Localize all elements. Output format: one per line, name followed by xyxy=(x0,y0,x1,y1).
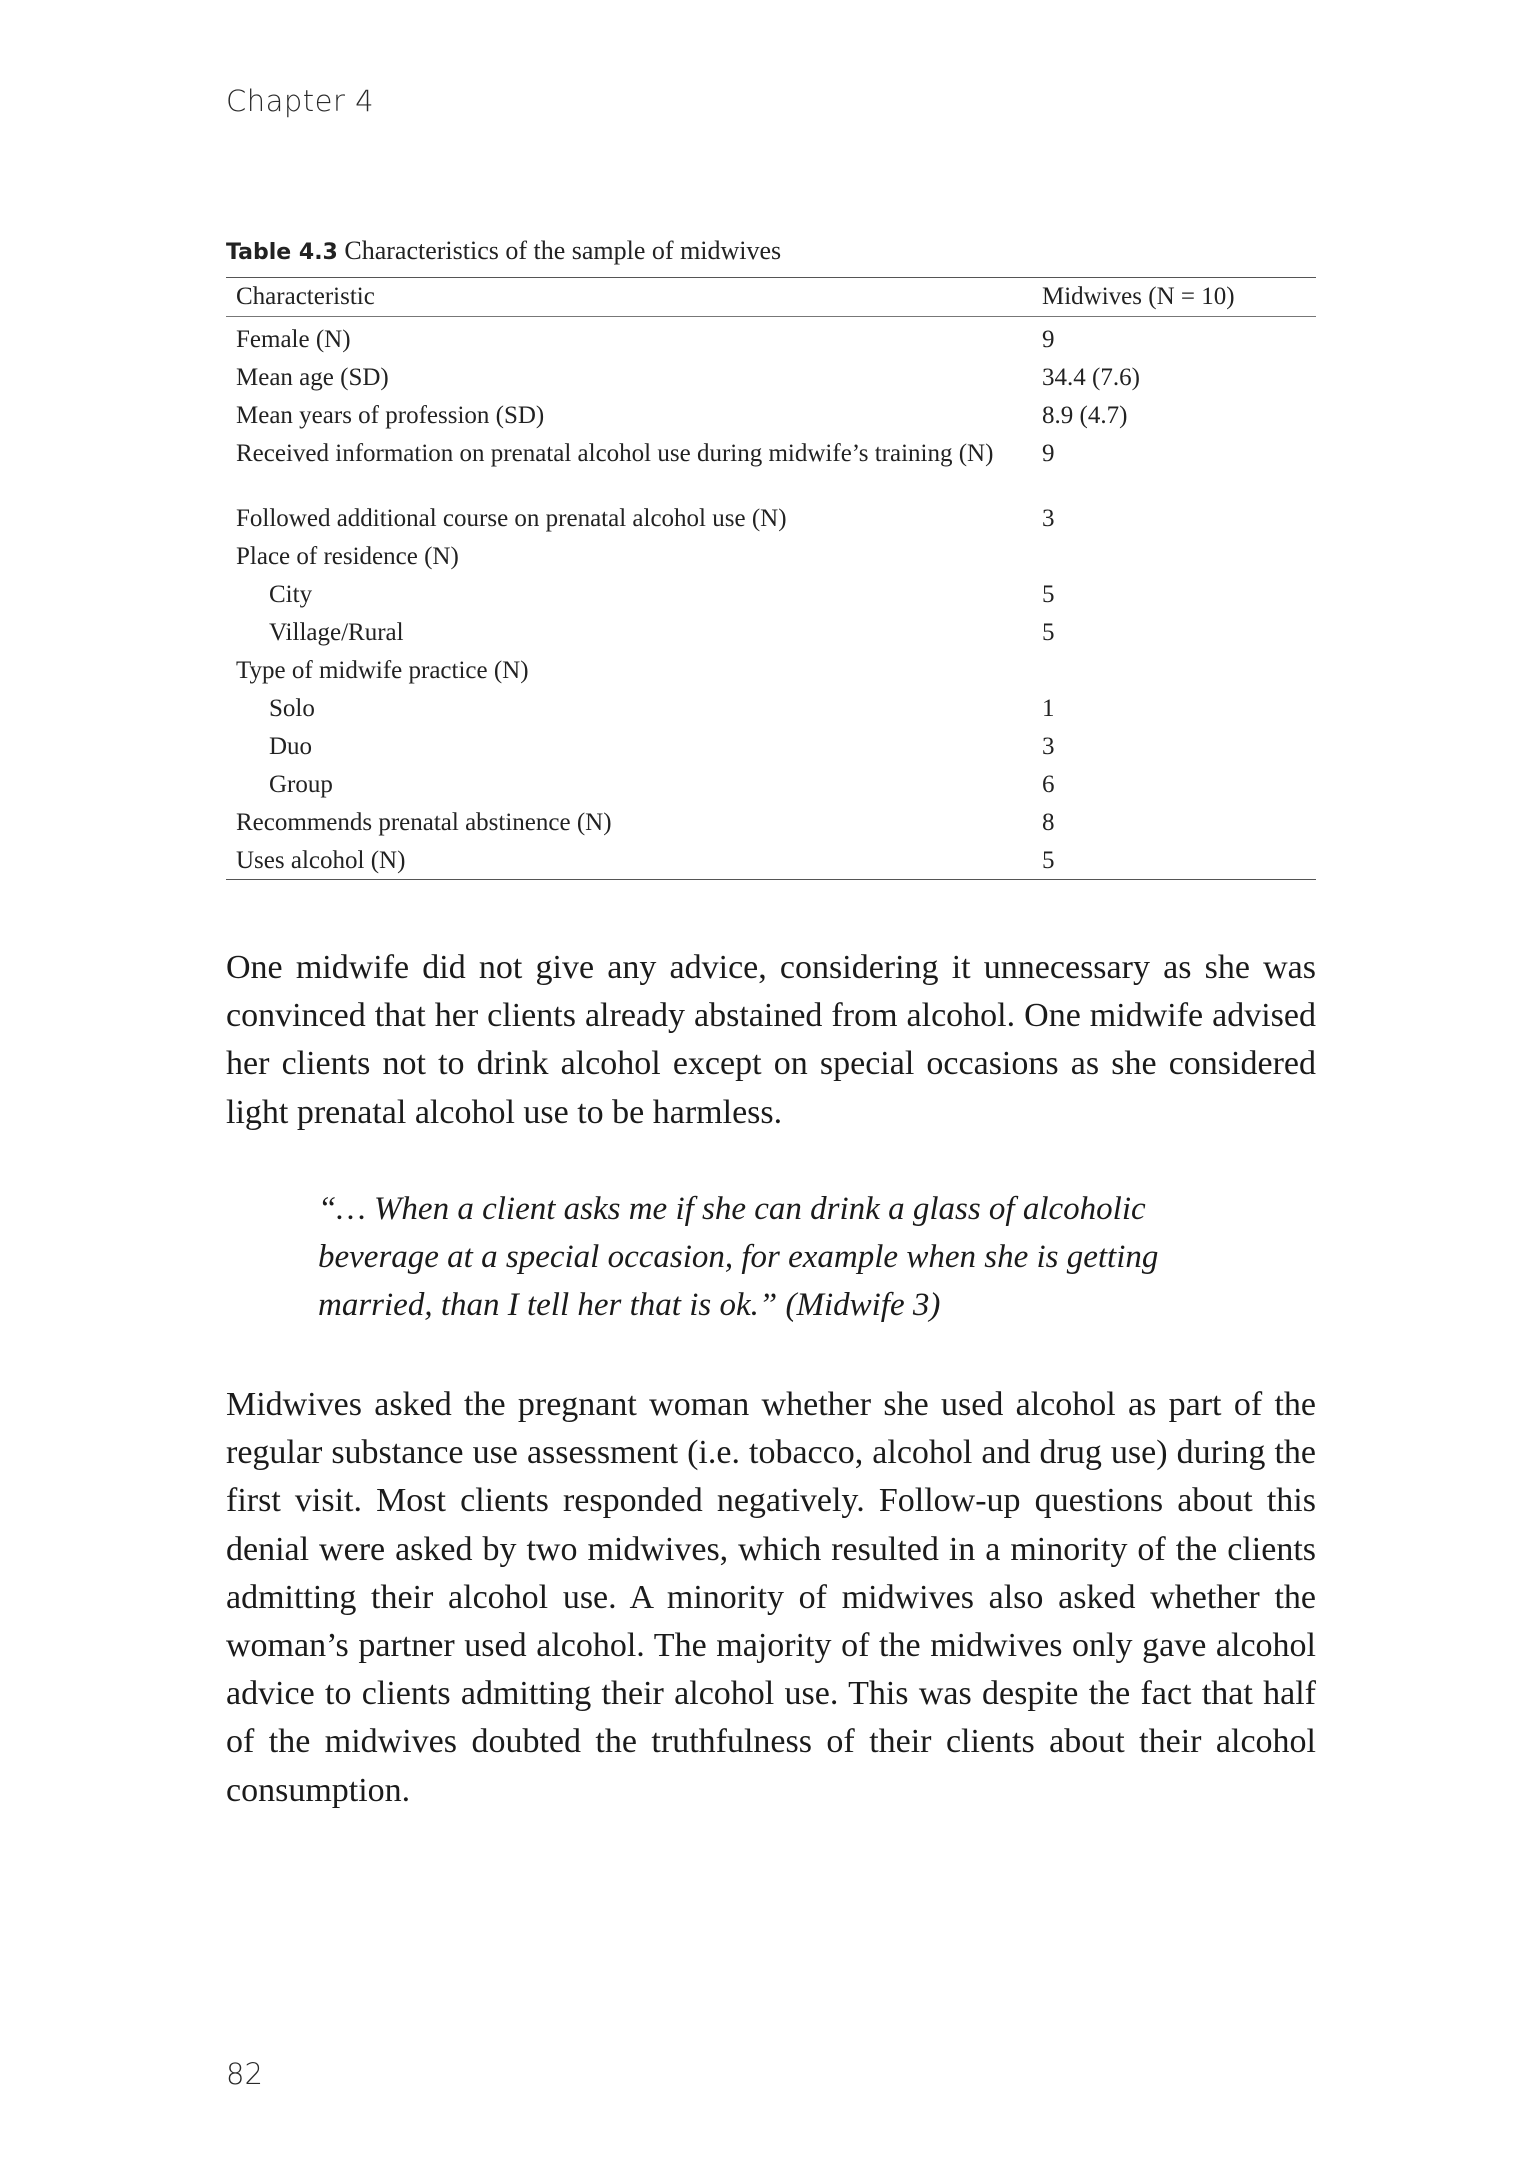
table-row xyxy=(226,572,1316,610)
row-value: 5 xyxy=(1032,838,1316,880)
column-header-midwives: Midwives (N = 10) xyxy=(1032,278,1316,317)
row-label: Duo xyxy=(269,733,313,760)
table-row xyxy=(226,431,1316,496)
row-value: 6 xyxy=(1042,771,1055,798)
row-value: 9 xyxy=(1042,326,1055,353)
row-value: 3 xyxy=(1042,733,1055,760)
table-row xyxy=(226,355,1316,393)
row-value: 1 xyxy=(1042,695,1055,722)
row-value: 8.9 (4.7) xyxy=(1042,402,1128,429)
row-label: Female (N) xyxy=(236,326,351,353)
table-row xyxy=(226,724,1316,762)
table-row xyxy=(226,838,1316,880)
table-row xyxy=(226,393,1316,431)
row-label: Recommends prenatal abstinence (N) xyxy=(236,809,612,836)
page-number: 82 xyxy=(226,2057,263,2091)
row-label: Uses alcohol (N) xyxy=(226,838,1032,880)
row-label: Followed additional course on prenatal alcohol use (N) xyxy=(236,505,787,532)
table-row xyxy=(226,648,1316,686)
body-paragraph-1: One midwife did not give any advice, considering it unnecessary as she was convinced that her clients already abstained from alcohol. One midwife advised her clients not to drink alcohol except on special occasions as she considered light prenatal alcohol use to be harmless. xyxy=(226,949,1316,1131)
characteristics-table xyxy=(226,277,1316,880)
body-paragraph-2: Midwives asked the pregnant woman whether she used alcohol as part of the regular substance use assessment (i.e. tobacco, alcohol and drug use) during the first visit. Most clients responded negatively. Follow-up questions about this denial were asked by two midwives, which resulted in a minority of the clients admitting their alcohol use. A minority of midwives also asked whether the woman’s partner used alcohol. The majority of the midwives only gave alcohol advice to clients admitting their alcohol use. This was despite the fact that half of the midwives doubted the truthfulness of their clients about their alcohol consumption. xyxy=(226,1386,1316,1809)
table-row xyxy=(226,534,1316,572)
row-value: 5 xyxy=(1042,581,1055,608)
block-quote: “… When a client asks me if she can drink a glass of alcoholic beverage at a special occasion, for example when she is getting married, than I tell her that is ok.” (Midwife 3) xyxy=(318,1191,1159,1323)
row-label: Group xyxy=(269,771,333,798)
table-caption-label: Table 4.3 xyxy=(226,240,338,265)
row-label: Place of residence (N) xyxy=(236,543,459,570)
row-value: 5 xyxy=(1042,619,1055,646)
row-value xyxy=(1032,648,1316,686)
row-value: 8 xyxy=(1042,809,1055,836)
row-label: Mean age (SD) xyxy=(236,364,389,391)
row-value: 9 xyxy=(1042,440,1055,467)
table-caption-text: Characteristics of the sample of midwives xyxy=(344,236,782,265)
row-label: Type of midwife practice (N) xyxy=(236,657,529,684)
column-header-characteristic: Characteristic xyxy=(226,278,1032,317)
row-label: Solo xyxy=(269,695,315,722)
row-label: Received information on prenatal alcohol use during midwife’s training (N) xyxy=(236,440,994,467)
row-label: Mean years of profession (SD) xyxy=(236,402,545,429)
table-row xyxy=(226,686,1316,724)
table-row xyxy=(226,496,1316,534)
table-row xyxy=(226,317,1316,356)
table-header-row xyxy=(226,278,1316,317)
row-value: 3 xyxy=(1042,505,1055,532)
table-row xyxy=(226,610,1316,648)
row-label: Village/Rural xyxy=(269,619,404,646)
chapter-header: Chapter 4 xyxy=(226,84,375,118)
row-value: 34.4 (7.6) xyxy=(1042,364,1140,391)
table-row xyxy=(226,800,1316,838)
table-caption xyxy=(226,236,1316,266)
table-row xyxy=(226,762,1316,800)
row-value xyxy=(1032,534,1316,572)
row-label: City xyxy=(269,581,313,608)
